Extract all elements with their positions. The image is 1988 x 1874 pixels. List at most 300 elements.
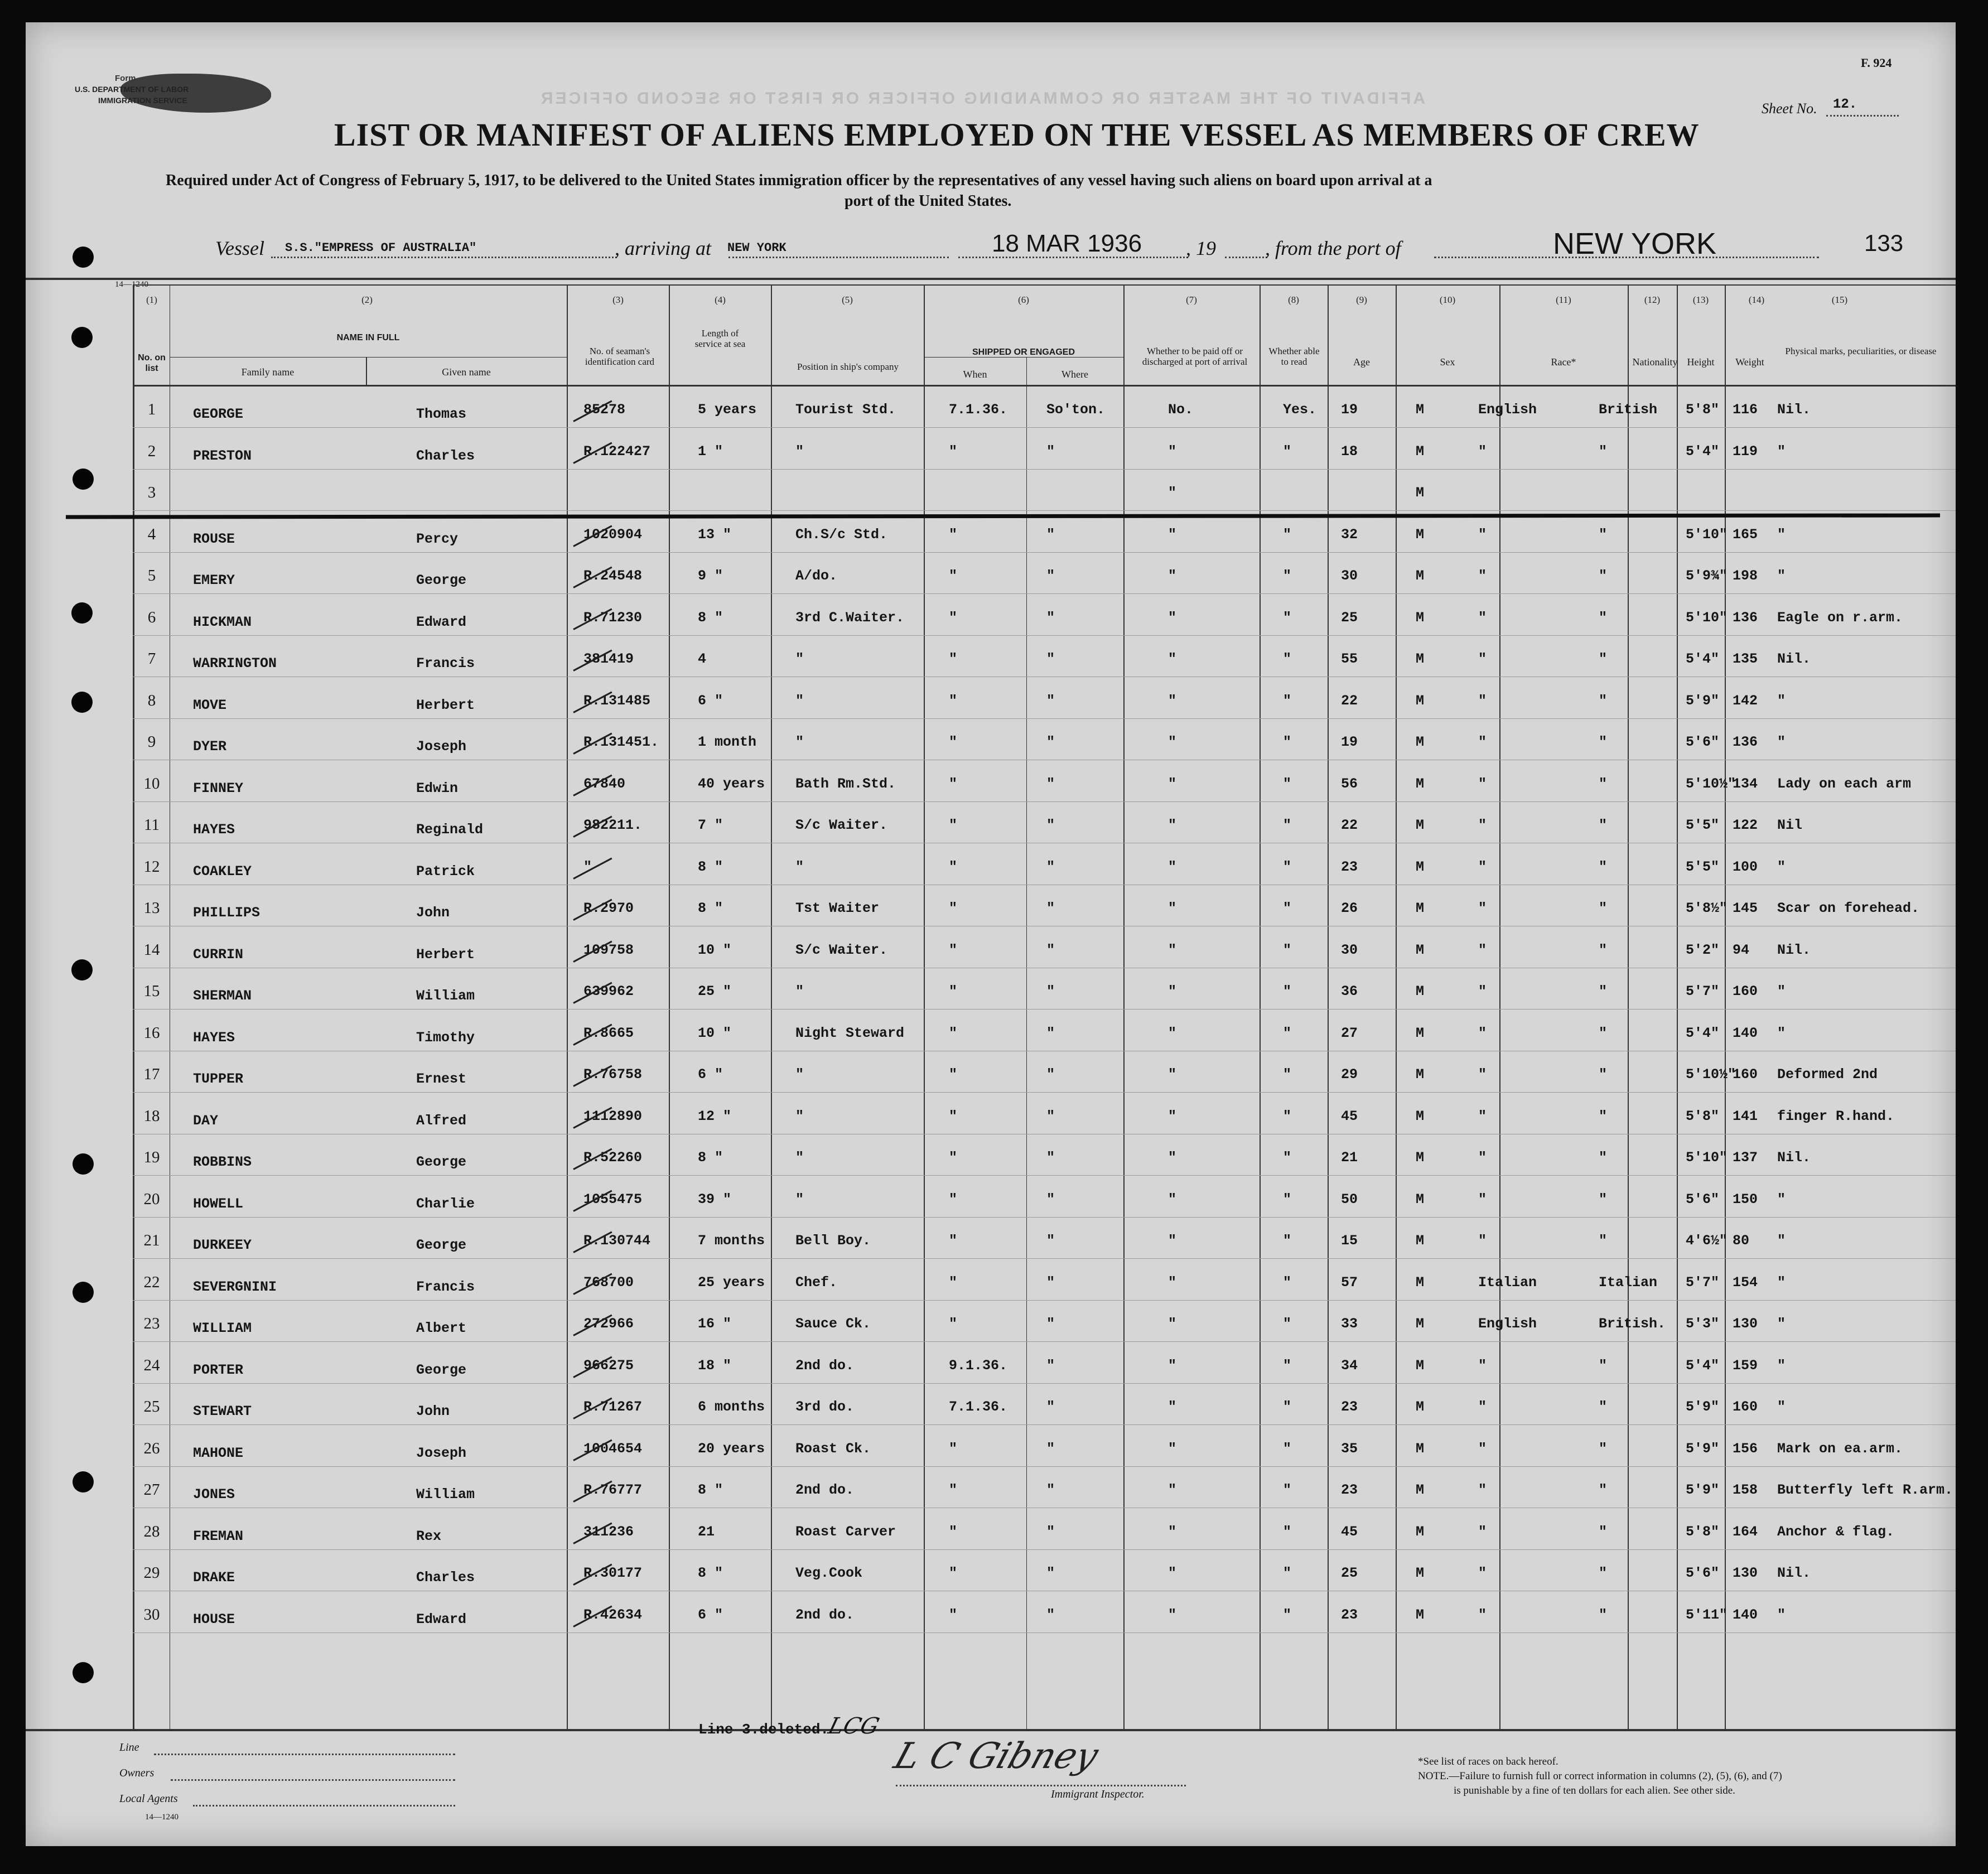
position-cell: " — [795, 1108, 804, 1124]
row-ruling — [133, 1092, 1956, 1093]
length-service-cell: 21 — [698, 1523, 715, 1540]
where-cell: " — [1046, 526, 1055, 543]
position-cell: Roast Carver — [795, 1523, 896, 1540]
row-ruling — [133, 1341, 1956, 1342]
binder-hole — [73, 1282, 94, 1303]
arriving-value: NEW YORK — [727, 241, 786, 255]
row-ruling — [133, 510, 1956, 511]
year-label: , 19 — [1186, 237, 1216, 259]
row-ruling — [133, 1217, 1956, 1218]
physical-marks-cell: " — [1777, 568, 1786, 584]
where-cell: " — [1046, 858, 1055, 875]
nationality-cell: " — [1599, 1149, 1608, 1166]
age-cell: 29 — [1341, 1066, 1358, 1083]
col-num-4: (4) — [715, 294, 726, 305]
header-physical: Physical marks, peculiarities, or disease — [1785, 346, 1937, 356]
physical-marks-cell: Lady on each arm — [1777, 775, 1912, 792]
age-cell: 50 — [1341, 1191, 1358, 1208]
id-card-cell: R.8665 — [583, 1025, 634, 1041]
paid-off-cell: " — [1168, 651, 1177, 667]
height-cell: 5'9" — [1686, 1440, 1720, 1457]
header-id-card: No. of seaman's identification card — [585, 346, 655, 367]
id-card-cell: R.24548 — [583, 568, 643, 584]
when-cell: " — [949, 1316, 958, 1332]
nationality-cell: " — [1599, 526, 1608, 543]
header-name-in-full: NAME IN FULL — [336, 333, 400, 342]
age-cell: 57 — [1341, 1274, 1358, 1291]
race-cell: " — [1478, 651, 1487, 667]
arriving-label: , arriving at — [615, 237, 712, 259]
paid-off-cell: " — [1168, 485, 1177, 501]
age-cell: 26 — [1341, 900, 1358, 916]
able-read-cell: " — [1283, 609, 1292, 626]
row-ruling — [133, 1258, 1956, 1259]
weight-cell: 119 — [1733, 443, 1758, 460]
row-number: 5 — [147, 567, 156, 585]
position-cell: " — [795, 443, 804, 460]
able-read-cell: " — [1283, 1108, 1292, 1124]
height-cell: 5'6" — [1686, 734, 1720, 750]
nationality-cell: " — [1599, 1066, 1608, 1083]
family-name-cell: PHILLIPS — [193, 905, 260, 921]
family-name-cell: EMERY — [193, 572, 235, 588]
note-races: *See list of races on back hereof. — [1418, 1756, 1558, 1767]
when-cell: " — [949, 1274, 958, 1291]
physical-marks-cell: Butterfly left R.arm. — [1777, 1482, 1953, 1498]
given-name-cell: Charles — [416, 1569, 475, 1586]
weight-cell: 136 — [1733, 734, 1758, 750]
sex-cell: M — [1416, 1274, 1425, 1291]
race-cell: " — [1478, 941, 1487, 958]
row-number: 26 — [143, 1439, 160, 1457]
nationality-cell: " — [1599, 1523, 1608, 1540]
row-number: 24 — [143, 1356, 160, 1374]
position-cell: S/c Waiter. — [795, 941, 888, 958]
physical-marks-cell: Nil. — [1777, 1565, 1811, 1581]
position-cell: Bell Boy. — [795, 1233, 871, 1249]
able-read-cell: " — [1283, 817, 1292, 833]
able-read-cell: Yes. — [1283, 402, 1317, 418]
header-nationality-b: Nationality — [1632, 356, 1678, 368]
given-name-cell: Francis — [416, 1278, 475, 1295]
binder-hole — [73, 1471, 94, 1493]
paid-off-cell: " — [1168, 443, 1177, 460]
nationality-cell: " — [1599, 443, 1608, 460]
paid-off-cell: " — [1168, 609, 1177, 626]
form-code-top: 14—1240 — [115, 280, 148, 289]
physical-marks-cell: Nil. — [1777, 1149, 1811, 1166]
where-cell: " — [1046, 1191, 1055, 1208]
sheet-label: Sheet No. — [1762, 100, 1817, 117]
paid-off-cell: " — [1168, 941, 1177, 958]
where-cell: " — [1046, 941, 1055, 958]
family-name-cell: DYER — [193, 738, 227, 755]
position-cell: " — [795, 983, 804, 999]
sheet-number-line — [1826, 115, 1899, 117]
height-cell: 5'9" — [1686, 692, 1720, 709]
row-number: 15 — [143, 982, 160, 1000]
age-cell: 36 — [1341, 983, 1358, 999]
height-cell: 5'11" — [1686, 1606, 1728, 1623]
col-divider — [133, 284, 134, 1729]
position-cell: Roast Ck. — [795, 1440, 871, 1457]
nationality-cell: " — [1599, 1357, 1608, 1374]
id-card-cell: 982211. — [583, 817, 643, 833]
id-card-cell: R.71230 — [583, 609, 643, 626]
family-name-cell: PORTER — [193, 1361, 244, 1378]
when-cell: " — [949, 900, 958, 916]
col-num-1: (1) — [146, 294, 157, 305]
col-num-9: (9) — [1356, 294, 1367, 305]
when-cell: " — [949, 1191, 958, 1208]
row-number: 17 — [143, 1065, 160, 1083]
race-cell: " — [1478, 568, 1487, 584]
weight-cell: 165 — [1733, 526, 1758, 543]
when-cell: " — [949, 1523, 958, 1540]
col-divider — [1677, 284, 1678, 1729]
from-value: NEW YORK — [1553, 227, 1717, 260]
family-name-cell: CURRIN — [193, 946, 244, 963]
physical-marks-cell: Scar on forehead. — [1777, 900, 1920, 916]
given-name-cell: Herbert — [416, 697, 475, 713]
family-name-cell: WARRINGTON — [193, 655, 277, 672]
where-cell: " — [1046, 1025, 1055, 1041]
height-cell: 5'6" — [1686, 1191, 1720, 1208]
height-cell: 5'3" — [1686, 1316, 1720, 1332]
paid-off-cell: " — [1168, 1565, 1177, 1581]
row-number: 1 — [147, 400, 156, 418]
weight-cell: 156 — [1733, 1440, 1758, 1457]
sex-cell: M — [1416, 1565, 1425, 1581]
given-name-cell: George — [416, 1237, 467, 1253]
length-service-cell: 6 " — [698, 1066, 723, 1083]
sex-cell: M — [1416, 1025, 1425, 1041]
family-name-cell: FREMAN — [193, 1528, 244, 1544]
family-name-cell: HOUSE — [193, 1611, 235, 1627]
physical-marks-cell: " — [1777, 1274, 1786, 1291]
paid-off-cell: " — [1168, 1399, 1177, 1415]
able-read-cell: " — [1283, 1316, 1292, 1332]
header-race: Race* — [1551, 356, 1576, 368]
length-service-cell: 8 " — [698, 1149, 723, 1166]
age-cell: 33 — [1341, 1316, 1358, 1332]
row-number: 6 — [147, 608, 156, 626]
row-ruling — [133, 1383, 1956, 1384]
col-divider — [1396, 284, 1397, 1729]
paid-off-cell: " — [1168, 817, 1177, 833]
position-cell: A/do. — [795, 568, 838, 584]
nationality-cell: " — [1599, 651, 1608, 667]
paid-off-cell: " — [1168, 1440, 1177, 1457]
from-label: , from the port of — [1265, 237, 1401, 259]
sex-cell: M — [1416, 1191, 1425, 1208]
paid-off-cell: " — [1168, 1191, 1177, 1208]
col-divider — [669, 284, 670, 1729]
able-read-cell: " — [1283, 1482, 1292, 1498]
nationality-cell: " — [1599, 1482, 1608, 1498]
given-name-cell: George — [416, 1361, 467, 1378]
id-card-cell: 768700 — [583, 1274, 634, 1291]
row-number: 2 — [147, 442, 156, 460]
when-cell: " — [949, 1606, 958, 1623]
physical-marks-cell: " — [1777, 734, 1786, 750]
paid-off-cell: " — [1168, 526, 1177, 543]
binder-hole — [73, 247, 94, 268]
race-cell: English — [1478, 402, 1537, 418]
header-able-read: Whether able to read — [1268, 346, 1320, 367]
id-card-cell: 966275 — [583, 1357, 634, 1374]
vessel-value: S.S."EMPRESS OF AUSTRALIA" — [285, 241, 477, 255]
row-number: 18 — [143, 1107, 160, 1125]
paid-off-cell: " — [1168, 692, 1177, 709]
sex-cell: M — [1416, 734, 1425, 750]
sheet-number: 12. — [1833, 97, 1857, 112]
paid-off-cell: " — [1168, 1274, 1177, 1291]
sex-cell: M — [1416, 858, 1425, 875]
length-service-cell: 8 " — [698, 1482, 723, 1498]
able-read-cell: " — [1283, 941, 1292, 958]
given-name-cell: Edward — [416, 614, 467, 630]
physical-marks-cell: Nil — [1777, 817, 1803, 833]
paid-off-cell: " — [1168, 900, 1177, 916]
length-service-cell: 8 " — [698, 1565, 723, 1581]
where-cell: " — [1046, 900, 1055, 916]
length-service-cell: 10 " — [698, 941, 732, 958]
col-num-14: (14) — [1748, 294, 1765, 305]
id-card-cell: R.76777 — [583, 1482, 643, 1498]
length-service-cell: 6 " — [698, 692, 723, 709]
age-cell: 45 — [1341, 1108, 1358, 1124]
paid-off-cell: " — [1168, 1482, 1177, 1498]
length-service-cell: 20 years — [698, 1440, 765, 1457]
length-service-cell: 8 " — [698, 900, 723, 916]
race-cell: " — [1478, 1440, 1487, 1457]
given-name-cell: John — [416, 1403, 450, 1419]
family-name-cell: HAYES — [193, 822, 235, 838]
binder-hole — [73, 1662, 94, 1683]
sex-cell: M — [1416, 443, 1425, 460]
able-read-cell: " — [1283, 1399, 1292, 1415]
length-service-cell: 7 " — [698, 817, 723, 833]
family-name-cell: SEVERGNINI — [193, 1278, 277, 1295]
nationality-cell: British — [1599, 402, 1658, 418]
row-number: 10 — [143, 774, 160, 793]
sex-cell: M — [1416, 402, 1425, 418]
where-cell: " — [1046, 1482, 1055, 1498]
row-number: 4 — [147, 525, 156, 543]
col-divider — [1026, 357, 1027, 1729]
race-cell: " — [1478, 734, 1487, 750]
nationality-cell: " — [1599, 858, 1608, 875]
nationality-cell: " — [1599, 1108, 1608, 1124]
paid-off-cell: " — [1168, 1066, 1177, 1083]
family-name-cell: HICKMAN — [193, 614, 252, 630]
race-cell: " — [1478, 983, 1487, 999]
id-card-cell: 85278 — [583, 402, 626, 418]
given-name-cell: Francis — [416, 655, 475, 672]
height-cell: 5'7" — [1686, 1274, 1720, 1291]
header-bottom-line — [133, 385, 1956, 387]
given-name-cell: George — [416, 1154, 467, 1170]
race-cell: " — [1478, 1565, 1487, 1581]
row-number: 30 — [143, 1605, 160, 1624]
sex-cell: M — [1416, 983, 1425, 999]
when-cell: " — [949, 983, 958, 999]
age-cell: 55 — [1341, 651, 1358, 667]
length-service-cell: 6 months — [698, 1399, 765, 1415]
table-top-line — [26, 278, 1956, 280]
note-line-2: is punishable by a fine of ten dollars for each alien. See other side. — [1454, 1785, 1735, 1796]
id-card-cell: R.131485 — [583, 692, 651, 709]
id-card-cell: 1020904 — [583, 526, 643, 543]
paid-off-cell: " — [1168, 1606, 1177, 1623]
height-cell: 5'6" — [1686, 1565, 1720, 1581]
family-name-cell: WILLIAM — [193, 1320, 252, 1336]
row-number: 27 — [143, 1481, 160, 1499]
subtitle-line-1: Required under Act of Congress of February 5, 1917, to be delivered to the United States immigration officer by the representatives of any vessel having such aliens on board upon arrival at a — [166, 172, 1432, 189]
row-ruling — [133, 801, 1956, 802]
binder-hole — [71, 602, 93, 624]
race-cell: " — [1478, 1357, 1487, 1374]
sex-cell: M — [1416, 568, 1425, 584]
position-cell: 2nd do. — [795, 1357, 855, 1374]
given-name-cell: Charlie — [416, 1195, 475, 1212]
race-cell: " — [1478, 1233, 1487, 1249]
physical-marks-cell: finger R.hand. — [1777, 1108, 1895, 1124]
paid-off-cell: " — [1168, 858, 1177, 875]
paid-off-cell: " — [1168, 568, 1177, 584]
row-number: 21 — [143, 1231, 160, 1249]
weight-cell: 164 — [1733, 1523, 1758, 1540]
age-cell: 30 — [1341, 941, 1358, 958]
given-name-cell: Herbert — [416, 946, 475, 963]
given-name-cell: Edward — [416, 1611, 467, 1627]
row-ruling — [133, 552, 1956, 553]
header-weight: Weight — [1735, 356, 1764, 368]
position-cell: S/c Waiter. — [795, 817, 888, 833]
family-name-cell: HOWELL — [193, 1195, 244, 1212]
age-cell: 23 — [1341, 1399, 1358, 1415]
height-cell: 5'7" — [1686, 983, 1720, 999]
position-cell: " — [795, 1191, 804, 1208]
footer-owners-field — [171, 1779, 455, 1781]
family-name-cell: DAY — [193, 1112, 219, 1129]
physical-marks-cell: Nil. — [1777, 651, 1811, 667]
header-position: Position in ship's company — [797, 361, 899, 372]
sex-cell: M — [1416, 1108, 1425, 1124]
family-name-cell: JONES — [193, 1486, 235, 1503]
id-card-cell: 1004654 — [583, 1440, 643, 1457]
family-name-cell: DURKEEY — [193, 1237, 252, 1253]
race-cell: " — [1478, 1482, 1487, 1498]
when-cell: " — [949, 941, 958, 958]
binder-hole — [71, 692, 93, 713]
page-title: LIST OR MANIFEST OF ALIENS EMPLOYED ON THE VESSEL AS MEMBERS OF CREW — [334, 117, 1700, 153]
nationality-cell: " — [1599, 983, 1608, 999]
nationality-cell: British. — [1599, 1316, 1666, 1332]
given-name-cell: Reginald — [416, 822, 484, 838]
sex-cell: M — [1416, 1149, 1425, 1166]
age-cell: 45 — [1341, 1523, 1358, 1540]
id-card-cell: 381419 — [583, 651, 634, 667]
col-num-12: (12) — [1644, 294, 1661, 305]
length-service-cell: 8 " — [698, 858, 723, 875]
col-divider — [1123, 284, 1125, 1729]
age-cell: 34 — [1341, 1357, 1358, 1374]
where-cell: " — [1046, 775, 1055, 792]
where-cell: " — [1046, 1399, 1055, 1415]
row-ruling — [133, 1549, 1956, 1550]
race-cell: " — [1478, 1606, 1487, 1623]
position-cell: 3rd C.Waiter. — [795, 609, 905, 626]
able-read-cell: " — [1283, 900, 1292, 916]
position-cell: " — [795, 692, 804, 709]
weight-cell: 100 — [1733, 858, 1758, 875]
given-name-cell: Rex — [416, 1528, 442, 1544]
row-number: 3 — [147, 484, 156, 501]
length-service-cell: 1 month — [698, 734, 757, 750]
length-service-cell: 10 " — [698, 1025, 732, 1041]
physical-marks-cell: Nil. — [1777, 941, 1811, 958]
when-cell: " — [949, 1440, 958, 1457]
height-cell: 5'10" — [1686, 1149, 1728, 1166]
faint-heading: AFFIDAVIT OF THE MASTER OR COMMANDING OFFICER OR FIRST OR SECOND OFFICER — [539, 89, 1426, 108]
age-cell: 15 — [1341, 1233, 1358, 1249]
age-cell: 19 — [1341, 734, 1358, 750]
race-cell: " — [1478, 1191, 1487, 1208]
col-divider — [771, 284, 772, 1729]
row-number: 8 — [147, 691, 156, 709]
where-cell: " — [1046, 1066, 1055, 1083]
manifest-sheet — [26, 22, 1956, 1846]
id-card-cell: R.2970 — [583, 900, 634, 916]
header-where: Where — [1061, 369, 1088, 380]
position-cell: Tourist Std. — [795, 402, 896, 418]
id-card-cell: R.71267 — [583, 1399, 643, 1415]
length-service-cell: 13 " — [698, 526, 732, 543]
paid-off-cell: " — [1168, 1357, 1177, 1374]
footer-line-field — [154, 1754, 455, 1755]
table-top-line-2 — [133, 284, 1956, 286]
family-name-cell: DRAKE — [193, 1569, 235, 1586]
position-cell: " — [795, 1149, 804, 1166]
weight-cell: 137 — [1733, 1149, 1758, 1166]
sex-cell: M — [1416, 900, 1425, 916]
sex-cell: M — [1416, 692, 1425, 709]
id-card-cell: 272966 — [583, 1316, 634, 1332]
length-service-cell: 6 " — [698, 1606, 723, 1623]
nationality-cell: " — [1599, 609, 1608, 626]
length-service-cell: 25 years — [698, 1274, 765, 1291]
weight-cell: 135 — [1733, 651, 1758, 667]
sex-cell: M — [1416, 1482, 1425, 1498]
position-cell: Sauce Ck. — [795, 1316, 871, 1332]
given-name-cell: Alfred — [416, 1112, 467, 1129]
sex-cell: M — [1416, 1440, 1425, 1457]
weight-cell: 140 — [1733, 1025, 1758, 1041]
given-name-cell: Edwin — [416, 780, 459, 796]
where-cell: " — [1046, 734, 1055, 750]
col-num-2: (2) — [361, 294, 373, 305]
when-cell: " — [949, 1108, 958, 1124]
year-line — [1225, 257, 1267, 258]
when-cell: 7.1.36. — [949, 402, 1008, 418]
given-name-cell: Patrick — [416, 863, 475, 880]
sex-cell: M — [1416, 817, 1425, 833]
family-name-cell: ROBBINS — [193, 1154, 252, 1170]
height-cell: 5'10½" — [1686, 775, 1736, 792]
nationality-cell: " — [1599, 1440, 1608, 1457]
